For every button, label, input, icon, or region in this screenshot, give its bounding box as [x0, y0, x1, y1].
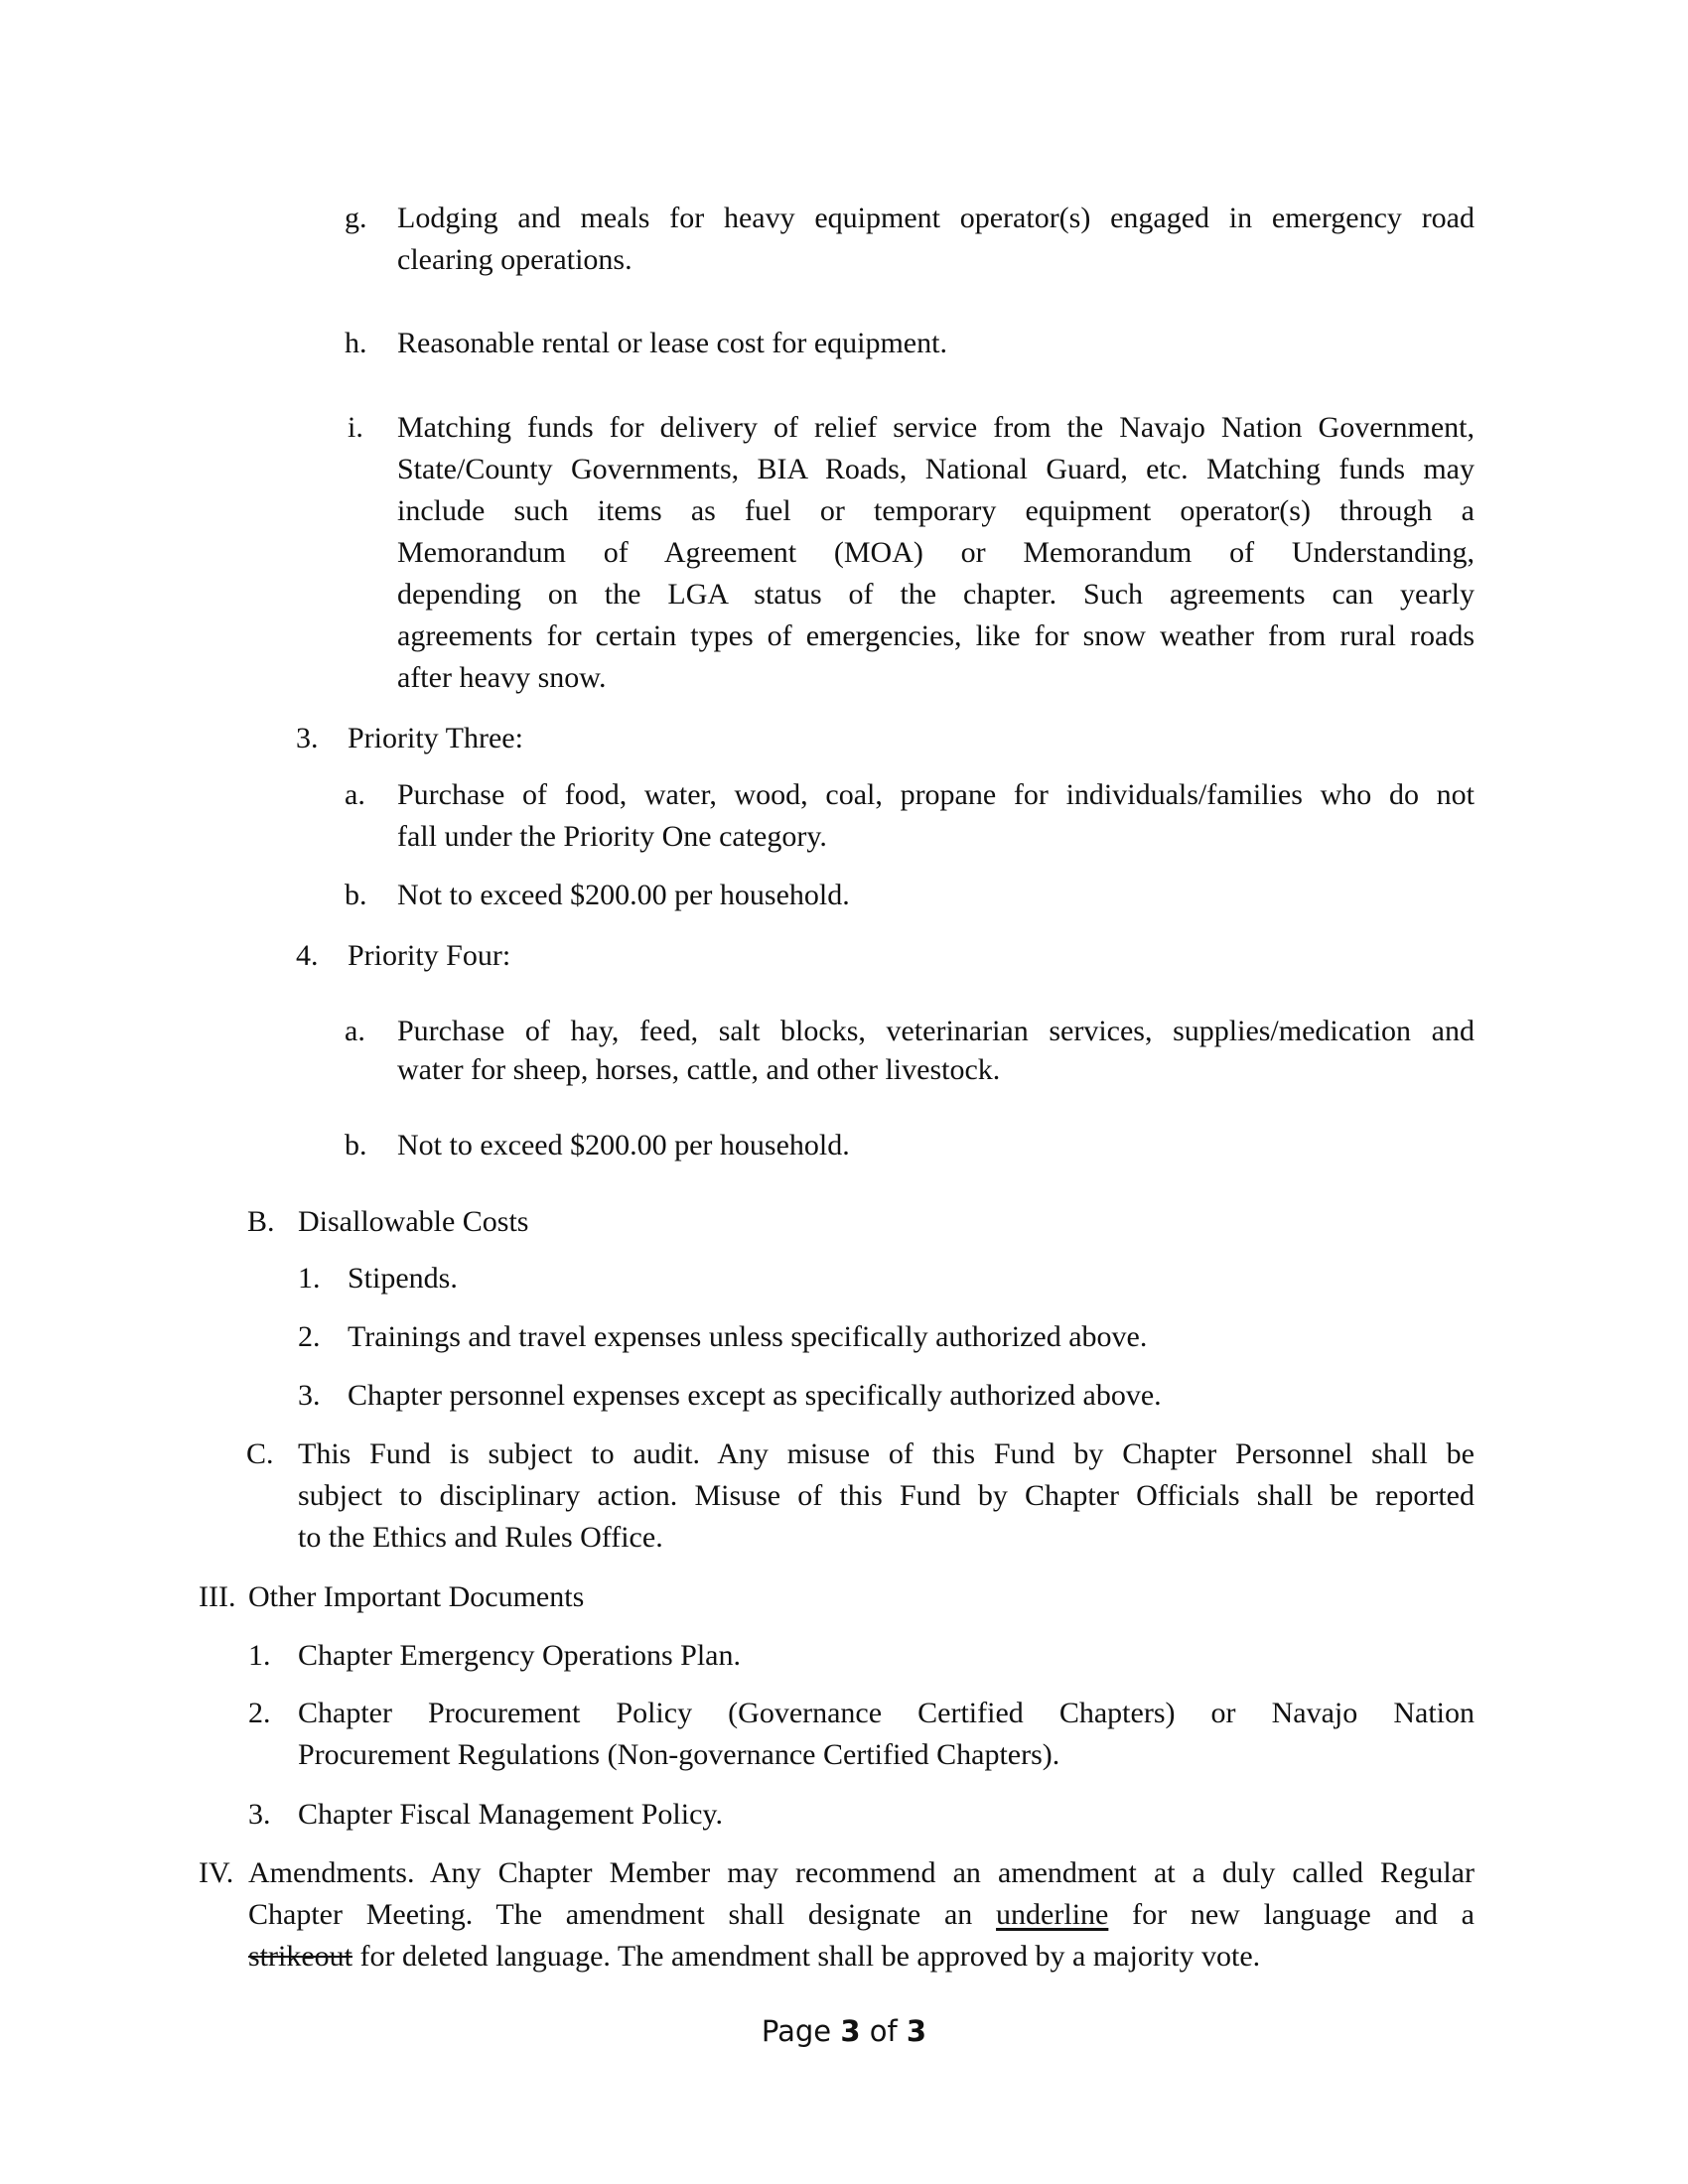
text-line: Matching funds for delivery of relief service from the Navajo Nation Government, [397, 411, 1475, 444]
heading-text: Other Important Documents [248, 1580, 585, 1613]
text-line: Stipends. [348, 1262, 458, 1295]
list-marker: 2. [298, 1320, 321, 1353]
list-marker: 2. [248, 1697, 271, 1729]
list-marker: g. [345, 202, 367, 234]
list-marker: 3. [298, 1379, 321, 1412]
text-line: fall under the Priority One category. [397, 820, 827, 853]
list-marker: i. [348, 411, 363, 444]
text-line: agreements for certain types of emergencies, like for snow weather from rural roads [397, 619, 1475, 652]
text-line: include such items as fuel or temporary equipment operator(s) through a [397, 494, 1475, 527]
page-label: Page [761, 2014, 841, 2048]
text-line: Not to exceed $200.00 per household. [397, 1129, 850, 1161]
text-line: Chapter Emergency Operations Plan. [298, 1639, 741, 1672]
list-marker: IV. [199, 1856, 234, 1889]
text-line: Amendments. Any Chapter Member may recommend an amendment at a duly called Regular [248, 1856, 1475, 1889]
text-line: Trainings and travel expenses unless specifically authorized above. [348, 1320, 1148, 1353]
text-line: Chapter personnel expenses except as specifically authorized above. [348, 1379, 1162, 1412]
list-marker: 1. [248, 1639, 271, 1672]
text-line: Purchase of food, water, wood, coal, propane for individuals/families who do not [397, 778, 1475, 811]
text-line: Purchase of hay, feed, salt blocks, veterinarian services, supplies/medication and [397, 1015, 1475, 1047]
text-line: Lodging and meals for heavy equipment operator(s) engaged in emergency road [397, 202, 1475, 234]
text-line: Chapter Procurement Policy (Governance Certified Chapters) or Navajo Nation [298, 1697, 1475, 1729]
heading-text: Priority Four: [348, 939, 511, 972]
text-line: to the Ethics and Rules Office. [298, 1521, 663, 1554]
list-marker: 4. [296, 939, 319, 972]
list-marker: h. [345, 327, 367, 359]
text-line: This Fund is subject to audit. Any misuse of this Fund by Chapter Personnel shall be [298, 1437, 1475, 1470]
page-footer [0, 2011, 1688, 2051]
page-label-of: of [860, 2014, 907, 2048]
list-marker: b. [345, 879, 367, 911]
text-line: State/County Governments, BIA Roads, National Guard, etc. Matching funds may [397, 453, 1475, 485]
heading-text: Disallowable Costs [298, 1205, 529, 1238]
text-line: depending on the LGA status of the chapter. Such agreements can yearly [397, 578, 1475, 611]
text-line: after heavy snow. [397, 661, 607, 694]
text-line: subject to disciplinary action. Misuse of this Fund by Chapter Officials shall be reported [298, 1479, 1475, 1512]
text-line: clearing operations. [397, 243, 633, 276]
list-marker: b. [345, 1129, 367, 1161]
list-marker: a. [345, 1015, 365, 1047]
text-line: Not to exceed $200.00 per household. [397, 879, 850, 911]
text-line: Reasonable rental or lease cost for equipment. [397, 327, 947, 359]
list-marker: 3. [296, 722, 319, 754]
list-marker: C. [246, 1437, 274, 1470]
text-line: Procurement Regulations (Non-governance Certified Chapters). [298, 1738, 1060, 1771]
text-segment: Chapter Meeting. The amendment shall designate an [248, 1898, 997, 1931]
text-line [248, 1894, 1475, 1936]
text-segment: for new language and a [1108, 1898, 1475, 1931]
list-marker: III. [199, 1580, 236, 1613]
text-line: Memorandum of Agreement (MOA) or Memorandum of Understanding, [397, 536, 1475, 569]
list-marker: B. [247, 1205, 275, 1238]
text-line: Chapter Fiscal Management Policy. [298, 1798, 723, 1831]
text-line [248, 1936, 1260, 1978]
total-pages-number: 3 [906, 2014, 927, 2048]
list-marker: a. [345, 778, 365, 811]
underline-example: underline [996, 1898, 1109, 1931]
list-marker: 1. [298, 1262, 321, 1295]
text-segment: for deleted language. The amendment shall be approved by a majority vote. [352, 1940, 1261, 1973]
heading-text: Priority Three: [348, 722, 523, 754]
text-line: water for sheep, horses, cattle, and other livestock. [397, 1053, 1001, 1086]
list-marker: 3. [248, 1798, 271, 1831]
current-page-number: 3 [840, 2014, 861, 2048]
strikeout-example: strikeout [248, 1940, 352, 1973]
